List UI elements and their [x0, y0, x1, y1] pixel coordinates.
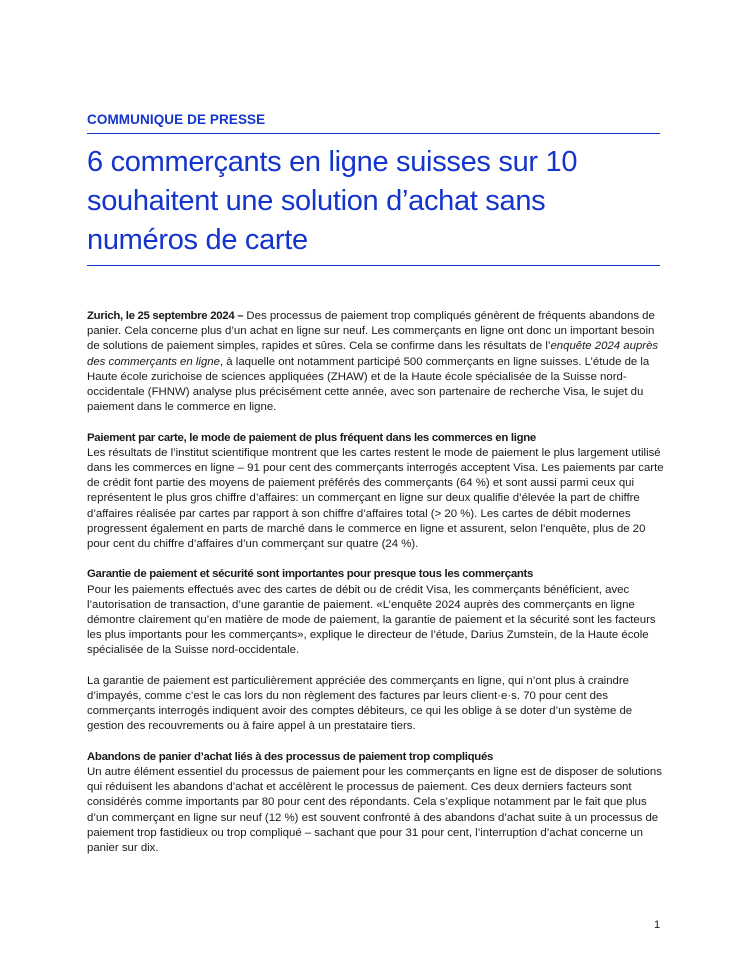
- study-title: enquête 2024 auprès des commerçants en ligne: [87, 340, 659, 368]
- section-heading-card-payment: Paiement par carte, le mode de paiement de plus fréquent dans les commerces en ligne: [87, 431, 536, 444]
- dateline: Zurich, le 25 septembre 2024 –: [87, 310, 244, 322]
- header-divider-bottom: [87, 265, 660, 266]
- intro-paragraph: [87, 309, 667, 415]
- section-heading-cart-abandonment: Abandons de panier d’achat liés à des processus de paiement trop compliqués: [87, 750, 494, 763]
- section-paragraph: Pour les paiements effectués avec des cartes de débit ou de crédit Visa, les commerçants bénéficient, avec l’autorisation de transaction, d’une garantie de paiement. «L’enquête 2024 auprès des commerçants en ligne démontre clairement qu’en matière de mode de paiement, la garantie de paiement et la sécurité sont les facteurs les plus importants pour les commerçants», explique le directeur de l’étude, Darius Zumstein, de la Haute école spécialisée de la Suisse nord-occidentale.: [87, 583, 656, 657]
- article-body: [87, 309, 667, 871]
- section-paragraph: La garantie de paiement est particulièrement appréciée des commerçants en ligne, qui n’ont plus à craindre d’impayés, comme c’est le cas lors du non règlement des factures par leurs client·e·s. 70 pour cent des commerçants interrogés indiquent avoir des comptes débiteurs, ce qui les oblige à se doter d’un système de gestion des recouvrements ou à faire appel à un prestataire tiers.: [87, 674, 633, 733]
- page-number: 1: [654, 919, 661, 931]
- press-release-label: COMMUNIQUE DE PRESSE: [87, 112, 266, 127]
- header-divider-top: [87, 133, 660, 134]
- intro-text-part-1: Des processus de paiement trop compliqués génèrent de fréquents abandons de panier. Cela concerne plus d’un achat en ligne sur neuf. Les commerçants en ligne ont donc un important besoin de solutions de paiement simples, rapides et sûres. Cela se confirme dans les résultats de l’: [87, 310, 655, 353]
- section-heading-payment-guarantee: Garantie de paiement et sécurité sont importantes pour presque tous les commerçants: [87, 568, 534, 581]
- section-paragraph: Un autre élément essentiel du processus de paiement pour les commerçants en ligne est de disposer de solutions qui réduisent les abandons d’achat et accélèrent le processus de paiement. Ces deux derniers facteurs sont considérés comme importants par 80 pour cent des répondants. Cela s’explique notamment par le fait que plus d’un commerçant en ligne sur neuf (12 %) est souvent confronté à des abandons d’achat suite à un processus de paiement trop fastidieux ou trop compliqué – sachant que pour 31 pour cent, l’interruption d’achat concerne un panier sur dix.: [87, 766, 662, 855]
- intro-text-part-2: , à laquelle ont notamment participé 500 commerçants en ligne suisses. L’étude de la Haute école zurichoise de sciences appliquées (ZHAW) et de la Haute école spécialisée de la Suisse nord-occidentale (FHNW) analyse plus précisément cette année, avec son partenaire de recherche Visa, le sujet du paiement dans le commerce en ligne.: [87, 355, 650, 414]
- headline: 6 commerçants en ligne suisses sur 10 souhaitent une solution d’achat sans numéros de carte: [87, 146, 578, 256]
- section-paragraph: Les résultats de l’institut scientifique montrent que les cartes restent le mode de paiement le plus largement utilisé dans les commerces en ligne – 91 pour cent des commerçants interrogés acceptent Visa. Les paiements par carte de crédit font partie des moyens de paiement préférés des commerçants (64 %) et sont aussi parmi ceux qui représentent le plus gros chiffre d’affaires: un commerçant en ligne sur deux qualifie d’élevée la part de chiffre d’affaires réalisée par cartes par rapport à son chiffre d’affaires total (> 20 %). Les cartes de débit modernes progressent également en parts de marché dans le commerce en ligne et assurent, selon l’enquête, plus de 20 pour cent du chiffre d’affaires d’un commerçant sur quatre (24 %).: [87, 446, 664, 551]
